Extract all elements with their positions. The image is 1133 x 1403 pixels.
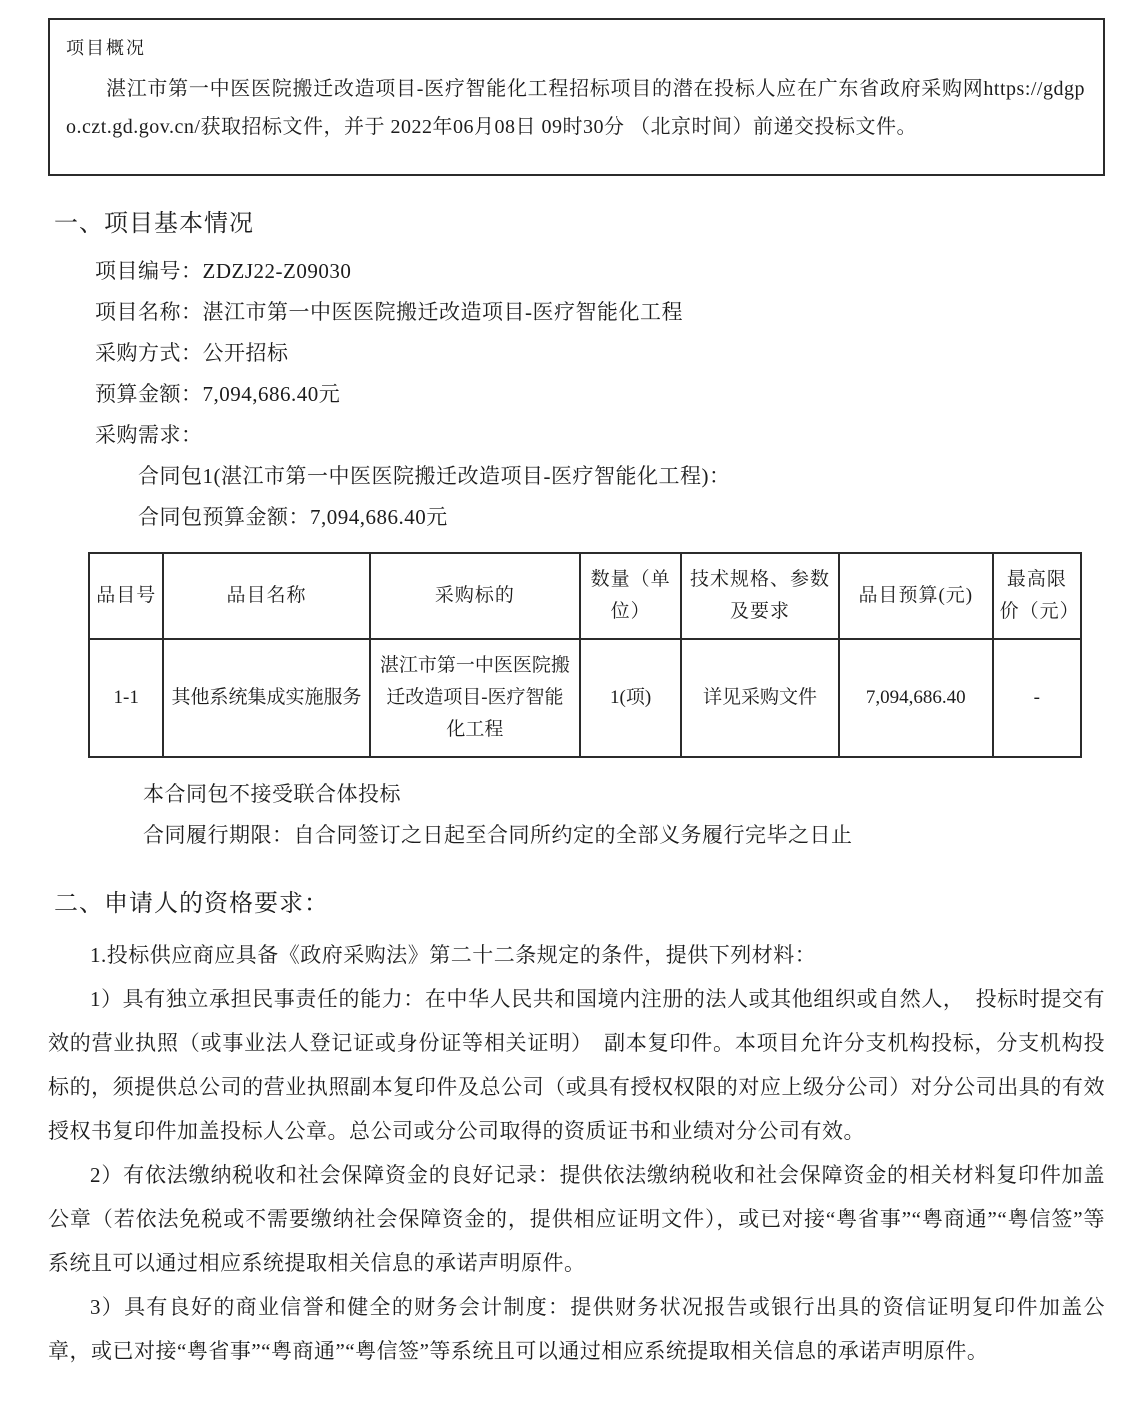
budget-amount-line: 预算金额：7,094,686.40元 <box>95 382 341 406</box>
project-number-line: 项目编号：ZDZJ22-Z09030 <box>95 259 352 283</box>
cell-price-cap: - <box>993 639 1081 757</box>
col-header-price-cap: 最高限价（元） <box>993 553 1081 639</box>
section1-details <box>48 251 1105 538</box>
cell-procurement-target: 湛江市第一中医医院搬迁改造项目-医疗智能化工程 <box>370 639 580 757</box>
procurement-method-line: 采购方式：公开招标 <box>95 341 289 365</box>
package-budget-line: 合同包预算金额：7,094,686.40元 <box>138 505 448 529</box>
project-overview-box <box>48 18 1105 176</box>
qualification-item1-paragraph: 1）具有独立承担民事责任的能力：在中华人民共和国境内注册的法人或其他组织或自然人， 投标时提交有效的营业执照（或事业法人登记证或身份证等相关证明） 副本复印件。本项目允许分支机构投标，分支机构投标的，须提供总公司的营业执照副本复印件及总公司（或具有授权权限的对应上级分公司）对分公司出具的有效授权书复印件加盖投标人公章。总公司或分公司取得的资质证书和业绩对分公司有效。 <box>48 987 1105 1143</box>
qualification-item2-paragraph: 2）有依法缴纳税收和社会保障资金的良好记录：提供依法缴纳税收和社会保障资金的相关材料复印件加盖公章（若依法免税或不需要缴纳社会保障资金的，提供相应证明文件），或已对接“粤省事”“粤商通”“粤信签”等系统且可以通过相应系统提取相关信息的承诺声明原件。 <box>48 1163 1105 1275</box>
cell-item-no: 1-1 <box>89 639 163 757</box>
col-header-item-no: 品目号 <box>89 553 163 639</box>
col-header-item-budget: 品目预算(元) <box>839 553 993 639</box>
overview-title: 项目概况 <box>66 38 146 58</box>
cell-item-budget: 7,094,686.40 <box>839 639 993 757</box>
section2-paragraphs <box>48 933 1105 1373</box>
cell-item-name: 其他系统集成实施服务 <box>163 639 369 757</box>
overview-body-text: 湛江市第一中医医院搬迁改造项目-医疗智能化工程招标项目的潜在投标人应在广东省政府采购网https://gdgpo.czt.gd.gov.cn/获取招标文件，并于 2022年06月08日 09时30分 （北京时间）前递交投标文件。 <box>66 78 1085 138</box>
col-header-quantity: 数量（单位） <box>580 553 681 639</box>
table-header-row <box>89 553 1081 639</box>
contract-package-line: 合同包1(湛江市第一中医医院搬迁改造项目-医疗智能化工程)： <box>138 464 731 488</box>
col-header-item-name: 品目名称 <box>163 553 369 639</box>
no-consortium-note: 本合同包不接受联合体投标 <box>143 782 401 806</box>
cell-quantity: 1(项) <box>580 639 681 757</box>
section1-notes <box>48 774 1105 856</box>
contract-period-note: 合同履行期限：自合同签订之日起至合同所约定的全部义务履行完毕之日止 <box>143 823 853 847</box>
project-name-line: 项目名称：湛江市第一中医医院搬迁改造项目-医疗智能化工程 <box>95 300 683 324</box>
section1-heading: 一、项目基本情况 <box>54 211 254 237</box>
table-row <box>89 639 1081 757</box>
section2-heading: 二、申请人的资格要求： <box>54 891 329 917</box>
qualification-intro-paragraph: 1.投标供应商应具备《政府采购法》第二十二条规定的条件，提供下列材料： <box>90 943 817 967</box>
qualification-item3-paragraph: 3）具有良好的商业信誉和健全的财务会计制度：提供财务状况报告或银行出具的资信证明复印件加盖公章，或已对接“粤省事”“粤商通”“粤信签”等系统且可以通过相应系统提取相关信息的承诺声明原件。 <box>48 1295 1105 1363</box>
items-table <box>88 552 1082 758</box>
col-header-procurement-target: 采购标的 <box>370 553 580 639</box>
procurement-demand-line: 采购需求： <box>95 423 203 447</box>
cell-tech-spec: 详见采购文件 <box>681 639 839 757</box>
col-header-tech-spec: 技术规格、参数及要求 <box>681 553 839 639</box>
